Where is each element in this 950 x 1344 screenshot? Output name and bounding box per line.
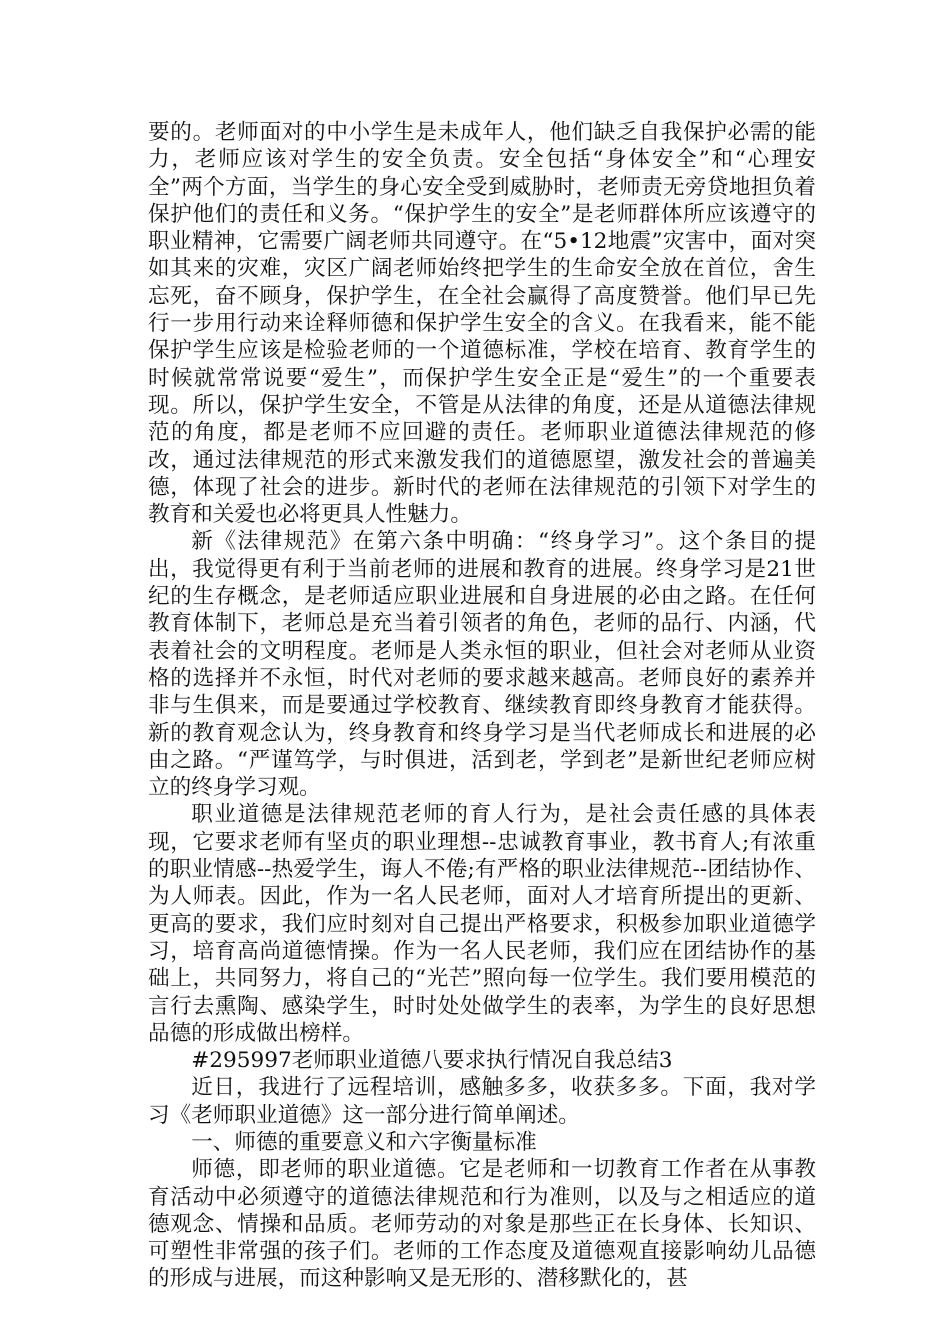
document-page	[148, 119, 816, 1293]
paragraph-1: 要的。老师面对的中小学生是未成年人，他们缺乏自我保护必需的能力，老师应该对学生的安全负责。安全包括“身体安全”和“心理安全”两个方面，当学生的身心安全受到威胁时，老师责无旁贷地担负着保护他们的责任和义务。“保护学生的安全”是老师群体所应该遵守的职业精神，它需要广阔老师共同遵守。在“5•12地震”灾害中，面对突如其来的灾难，灾区广阔老师始终把学生的生命安全放在首位，舍生忘死，奋不顾身，保护学生，在全社会赢得了高度赞誉。他们早已先行一步用行动来诠释师德和保护学生安全的含义。在我看来，能不能保护学生应该是检验老师的一个道德标准，学校在培育、教育学生的时候就常常说要“爱生”，而保护学生安全正是“爱生”的一个重要表现。所以，保护学生安全，不管是从法律的角度，还是从道德法律规范的角度，都是老师不应回避的责任。老师职业道德法律规范的修改，通过法律规范的形式来激发我们的道德愿望，激发社会的普遍美德，体现了社会的进步。新时代的老师在法律规范的引领下对学生的教育和关爱也必将更具人性魅力。	[148, 120, 816, 528]
paragraph-3: 职业道德是法律规范老师的育人行为，是社会责任感的具体表现，它要求老师有坚贞的职业理想--忠诚教育事业，教书育人;有浓重的职业情感--热爱学生，诲人不倦;有严格的职业法律规范--团结协作、为人师表。因此，作为一名人民老师，面对人才培育所提出的更新、更高的要求，我们应时刻对自己提出严格要求，积极参加职业道德学习，培育高尚道德情操。作为一名人民老师，我们应在团结协作的基础上，共同努力，将自己的“光芒”照向每一位学生。我们要用模范的言行去熏陶、感染学生，时时处处做学生的表率，为学生的良好思想品德的形成做出榜样。	[148, 802, 816, 1046]
paragraph-2: 新《法律规范》在第六条中明确：“终身学习”。这个条目的提出，我觉得更有利于当前老师的进展和教育的进展。终身学习是21世纪的生存概念，是老师适应职业进展和自身进展的必由之路。在任何教育体制下，老师总是充当着引领者的角色，老师的品行、内涵，代表着社会的文明程度。老师是人类永恒的职业，但社会对老师从业资格的选择并不永恒，时代对老师的要求越来越高。老师良好的素养并非与生俱来，而是要通过学校教育、继续教育即终身教育才能获得。新的教育观念认为，终身教育和终身学习是当代老师成长和进展的必由之路。“严谨笃学，与时俱进，活到老，学到老”是新世纪老师应树立的终身学习观。	[148, 529, 816, 801]
section-heading: #295997老师职业道德八要求执行情况自我总结3	[191, 1048, 673, 1074]
paragraph-5: 师德，即老师的职业道德。它是老师和一切教育工作者在从事教育活动中必须遵守的道德法律规范和行为准则，以及与之相适应的道德观念、情操和品质。老师劳动的对象是那些正在长身体、长知识、可塑性非常强的孩子们。老师的工作态度及道德观直接影响幼儿品德的形成与进展，而这种影响又是无形的、潜移默化的，甚	[148, 1157, 816, 1292]
paragraph-4: 近日，我进行了远程培训，感触多多，收获多多。下面，我对学习《老师职业道德》这一部分进行简单阐述。	[148, 1075, 816, 1128]
subsection-heading: 一、师德的重要意义和六字衡量标准	[191, 1129, 537, 1155]
